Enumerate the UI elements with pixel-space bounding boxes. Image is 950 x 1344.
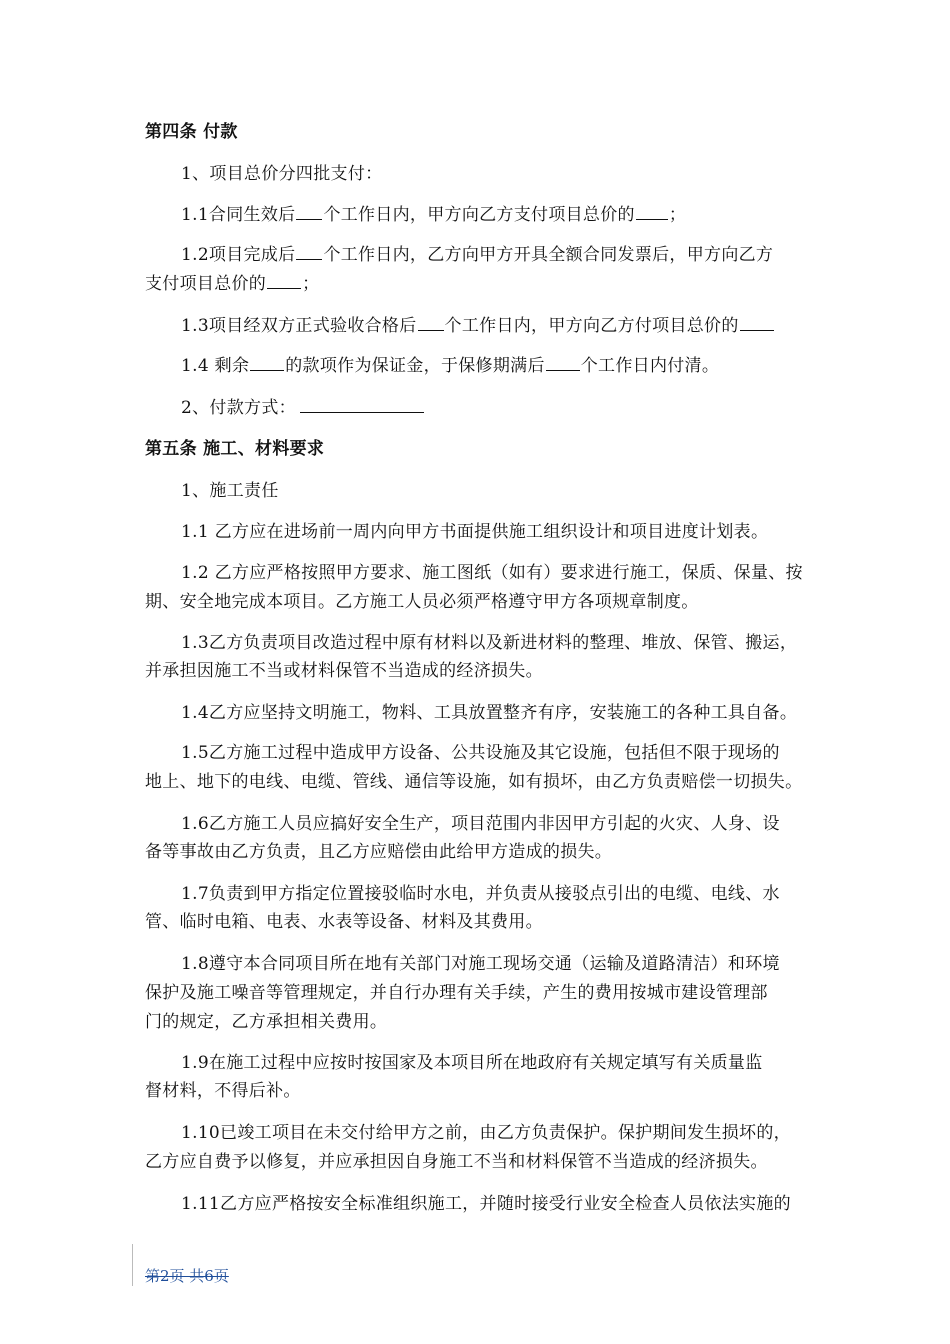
blank-field[interactable]: [296, 244, 322, 260]
article-5-clause-1-10-cont: 乙方应自费予以修复，并应承担因自身施工不当和材料保管不当造成的经济损失。: [145, 1152, 768, 1172]
blank-field[interactable]: [636, 204, 668, 220]
article-5-clause-1-2: 1.2 乙方应严格按照甲方要求、施工图纸（如有）要求进行施工，保质、保量、按: [181, 563, 803, 583]
blank-field[interactable]: [250, 355, 284, 371]
article-5-clause-1-7-cont: 管、临时电箱、电表、水表等设备、材料及其费用。: [145, 912, 543, 932]
article-5-clause-1-8: 1.8遵守本合同项目所在地有关部门对施工现场交通（运输及道路清洁）和环境: [181, 954, 780, 974]
article-5-clause-1-5: 1.5乙方施工过程中造成甲方设备、公共设施及其它设施，包括但不限于现场的: [181, 743, 780, 763]
article-4-clause-1-1: 1.1合同生效后 个工作日内，甲方向乙方支付项目总价的 ；: [181, 205, 687, 225]
article-4-clause-1-4: 1.4 剩余 的款项作为保证金，于保修期满后 个工作日内付清。: [181, 356, 720, 376]
blank-field[interactable]: [296, 204, 322, 220]
article-5-clause-1-8-cont: 保护及施工噪音等管理规定，并自行办理有关手续，产生的费用按城市建设管理部: [145, 983, 768, 1003]
article-5-heading: 第五条 施工、材料要求: [145, 439, 325, 459]
article-4-clause-1-2-cont: 支付项目总价的 ；: [145, 274, 320, 294]
article-5-clause-1-9-cont: 督材料，不得后补。: [145, 1081, 301, 1101]
article-4-clause-1-3: 1.3项目经双方正式验收合格后 个工作日内，甲方向乙方付项目总价的: [181, 315, 775, 337]
article-4-clause-1-2: 1.2项目完成后 个工作日内，乙方向甲方开具全额合同发票后，甲方向乙方: [181, 245, 774, 265]
blank-field[interactable]: [418, 315, 444, 331]
article-5-clause-1-8-cont: 门的规定，乙方承担相关费用。: [145, 1012, 388, 1032]
page-number: 第2页 共6页: [145, 1267, 229, 1285]
article-4-clause-2: 2、付款方式：: [181, 397, 425, 419]
article-5-clause-1-5-cont: 地上、地下的电线、电缆、管线、通信等设施，如有损坏，由乙方负责赔偿一切损失。: [145, 772, 803, 792]
article-5-clause-1-3-cont: 并承担因施工不当或材料保管不当造成的经济损失。: [145, 661, 543, 681]
blank-field[interactable]: [740, 315, 774, 331]
article-5-clause-1-6: 1.6乙方施工人员应搞好安全生产，项目范围内非因甲方引起的火灾、人身、设: [181, 814, 780, 834]
article-5-clause-1-4: 1.4乙方应坚持文明施工，物料、工具放置整齐有序，安装施工的各种工具自备。: [181, 703, 798, 723]
article-5-clause-1-11: 1.11乙方应严格按安全标准组织施工，并随时接受行业安全检查人员依法实施的: [181, 1194, 791, 1214]
article-5-clause-1-10: 1.10已竣工项目在未交付给甲方之前，由乙方负责保护。保护期间发生损坏的，: [181, 1123, 791, 1143]
article-5-clause-1-1: 1.1 乙方应在进场前一周内向甲方书面提供施工组织设计和项目进度计划表。: [181, 522, 769, 542]
article-4-heading: 第四条 付款: [145, 122, 238, 142]
footer-divider: [132, 1244, 133, 1286]
blank-field[interactable]: [267, 273, 301, 289]
blank-field[interactable]: [546, 355, 580, 371]
payment-method-field[interactable]: [300, 397, 424, 413]
article-4-clause-1: 1、项目总价分四批支付：: [181, 164, 383, 184]
article-5-clause-1: 1、施工责任: [181, 481, 279, 501]
article-5-clause-1-2-cont: 期、安全地完成本项目。乙方施工人员必须严格遵守甲方各项规章制度。: [145, 592, 699, 612]
article-5-clause-1-9: 1.9在施工过程中应按时按国家及本项目所在地政府有关规定填写有关质量监: [181, 1053, 763, 1073]
article-5-clause-1-6-cont: 备等事故由乙方负责，且乙方应赔偿由此给甲方造成的损失。: [145, 842, 613, 862]
article-5-clause-1-7: 1.7负责到甲方指定位置接驳临时水电，并负责从接驳点引出的电缆、电线、水: [181, 884, 780, 904]
article-5-clause-1-3: 1.3乙方负责项目改造过程中原有材料以及新进材料的整理、堆放、保管、搬运，: [181, 633, 798, 653]
